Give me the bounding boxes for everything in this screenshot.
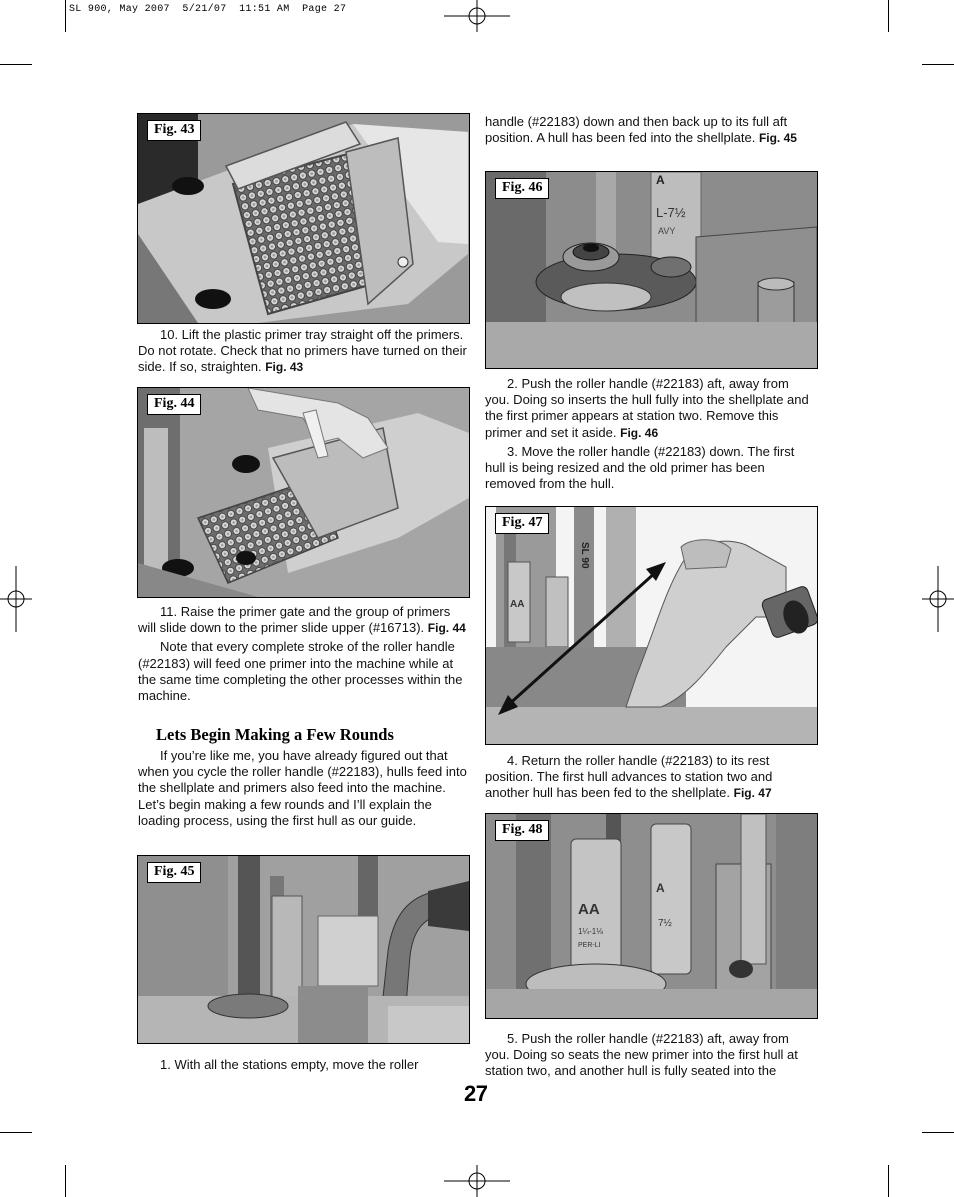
hull2-gauge-text: 7½ [658,918,672,929]
crop-mark [922,1132,954,1133]
empty-stations-image [138,856,469,1043]
figure-45-photo [137,855,470,1044]
hull-text-2: PER-LI [578,942,601,949]
figure-47-photo [485,506,818,745]
figure-48-photo [485,813,818,1019]
primer-tray-image [138,114,469,323]
machine-model-text: SL 90 [579,542,590,569]
hull-inserted-image [486,172,817,368]
crop-mark [65,1165,66,1197]
registration-mark-top [444,0,510,32]
figure-43-label: Fig. 43 [147,120,201,141]
intro-paragraph: If you’re like me, you have already figured out that when you cycle the roller handle (#22183), hulls feed into the shellplate and primers also feed into the machine. Let’s begin making a few rounds and I’ll explain the loading process, using the first hull as our guide. [138,748,467,828]
hull-gauge-text: L-7½ [656,205,686,220]
roller-handle-image [486,507,817,744]
figure-45-label: Fig. 45 [147,862,201,883]
hull2-logo-text: A [656,881,665,895]
step-1-text: 1. With all the stations empty, move the roller [160,1057,419,1072]
registration-mark-bottom [444,1165,510,1197]
figure-47-label: Fig. 47 [495,513,549,534]
primer-gate-image [138,388,469,597]
hull-text-1: 1¼-1⅛ [578,927,603,936]
step-11-text: 11. Raise the primer gate and the group of primers will slide down to the primer slide upper (#16713). Fig. 44 Note that every complete stroke of the roller handle (#22183) will feed one primer into the machine while at the same time completing the other processes within the machine. [138,604,468,704]
figure-43-photo [137,113,470,324]
figure-44-photo [137,387,470,598]
hull-logo-text: A [656,173,665,187]
figure-46-label: Fig. 46 [495,178,549,199]
registration-mark-right [922,566,954,632]
primer-seating-image [486,814,817,1018]
figure-46-photo [485,171,818,369]
step-3-text: 3. Move the roller handle (#22183) down. The first hull is being resized and the old primer has been removed from the hull. [485,443,795,492]
crop-mark [888,0,889,32]
page-number: 27 [464,1081,488,1106]
registration-mark-left [0,566,32,632]
hull-logo-text: AA [578,901,600,918]
section-heading: Lets Begin Making a Few Rounds [156,725,394,744]
step-10-text: 10. Lift the plastic primer tray straight off the primers. Do not rotate. Check that no primers have turned on their side. If so, straighten. Fig. 43 [138,327,467,375]
step-5-text: 5. Push the roller handle (#22183) aft, away from you. Doing so seats the new primer into the first hull at station two, and another hull is fully seated into the [485,1031,798,1079]
crop-mark [0,1132,32,1133]
figure-44-label: Fig. 44 [147,394,201,415]
step-2-and-3-text: 2. Push the roller handle (#22183) aft, away from you. Doing so inserts the hull fully into the shellplate and the first primer appears at station two. Remove this primer and set it aside. Fig. 46 3. Move the roller handle (#22183) down. The first hull is being resized and the old primer has been removed from the hull. [485,376,815,492]
crop-mark [888,1165,889,1197]
crop-mark [0,64,32,65]
step-4-text: 4. Return the roller handle (#22183) to its rest position. The first hull advances to station two and another hull has been fed to the shellplate. Fig. 47 [485,753,773,801]
note-paragraph: Note that every complete stroke of the roller handle (#22183) will feed one primer into the machine while at the same time completing the other processes within the machine. [138,639,463,704]
crop-mark [65,0,66,32]
hull-logo-text: AA [510,599,525,610]
step-1-continued-text: handle (#22183) down and then back up to its full aft position. A hull has been fed into the shellplate. Fig. 45 [485,114,797,146]
figure-48-label: Fig. 48 [495,820,549,841]
slug-line: SL 900, May 2007 5/21/07 11:51 AM Page 27 [69,4,347,15]
hull-word-text: AVY [658,226,676,236]
crop-mark [922,64,954,65]
